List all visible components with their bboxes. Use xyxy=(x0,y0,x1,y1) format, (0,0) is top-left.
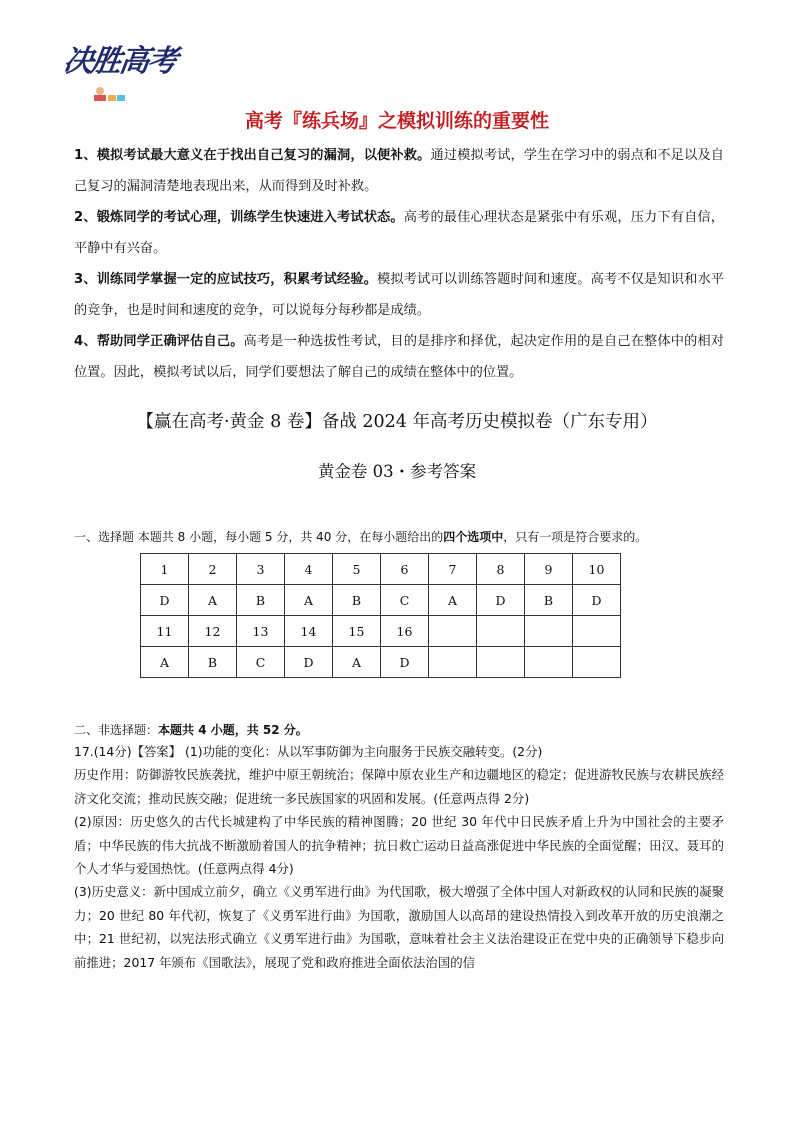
table-cell: 13 xyxy=(237,616,285,647)
table-cell: D xyxy=(477,585,525,616)
section-1-text-a: 本题共 8 小题，每小题 5 分，共 40 分，在每小题给出的 xyxy=(134,530,444,544)
table-cell: B xyxy=(237,585,285,616)
table-cell xyxy=(477,647,525,678)
table-cell: 12 xyxy=(189,616,237,647)
section-2-heading xyxy=(74,721,308,738)
section-2-text: 本题共 4 小题，共 52 分。 xyxy=(158,723,308,737)
table-cell: 11 xyxy=(141,616,189,647)
promo-item-3 xyxy=(74,264,724,326)
table-cell: 7 xyxy=(429,554,477,585)
table-cell: D xyxy=(285,647,333,678)
table-cell: A xyxy=(285,585,333,616)
promo-section xyxy=(74,140,724,388)
promo-item-2-bold: 2、锻炼同学的考试心理，训练学生快速进入考试状态。 xyxy=(74,210,404,225)
table-cell: 6 xyxy=(381,554,429,585)
table-cell: 10 xyxy=(573,554,621,585)
table-cell: 5 xyxy=(333,554,381,585)
table-cell: B xyxy=(189,647,237,678)
table-cell: 8 xyxy=(477,554,525,585)
table-cell: 15 xyxy=(333,616,381,647)
table-cell: A xyxy=(429,585,477,616)
table-cell xyxy=(525,647,573,678)
table-cell: D xyxy=(381,647,429,678)
promo-item-2-text: 高考的最佳心理状态是紧张中有乐观，压力下有自信，平静中有兴奋。 xyxy=(74,210,724,256)
answer-17-para-3: (2)原因：历史悠久的古代长城建构了中华民族的精神图腾；20 世纪 30 年代中日民族矛盾上升为中国社会的主要矛盾；中华民族的伟大抗战不断激励着国人的抗争精神；抗日救亡运动日益高涨促进中华民族的全面觉醒；田汉、聂耳的个人才华与爱国热忱。(任意两点得 4分) xyxy=(74,814,724,877)
logo xyxy=(61,34,184,106)
promo-item-4-bold: 4、帮助同学正确评估自己。 xyxy=(74,334,244,349)
answer-table xyxy=(140,553,621,678)
section-1-text-bold: 四个选项中 xyxy=(443,530,504,544)
table-cell xyxy=(525,616,573,647)
table-cell: B xyxy=(525,585,573,616)
table-cell: A xyxy=(141,647,189,678)
promo-item-2 xyxy=(74,202,724,264)
answer-17-para-2: 历史作用：防御游牧民族袭扰，维护中原王朝统治；保障中原农业生产和边疆地区的稳定；促进游牧民族与农耕民族经济文化交流；推动民族交融；促进统一多民族国家的巩固和发展。(任意两点得 2分) xyxy=(74,767,724,806)
promo-title: 高考『练兵场』之模拟训练的重要性 xyxy=(244,110,549,132)
answer-17-para-4: (3)历史意义：新中国成立前夕，确立《义勇军进行曲》为代国歌，极大增强了全体中国人对新政权的认同和民族的凝聚力；20 世纪 80 年代初，恢复了《义勇军进行曲》为国歌，激励国人以高昂的建设热情投入到改革开放的历史浪潮之中；21 世纪初，以宪法形式确立《义勇军进行曲》为国歌，意味着社会主义法治建设正在党中央的正确领导下稳步向前推进；2017 年颁布《国歌法》，展现了党和政府推进全面依法治国的信 xyxy=(74,884,724,970)
table-cell xyxy=(429,647,477,678)
table-cell: A xyxy=(189,585,237,616)
exam-title: 【赢在高考·黄金 8 卷】备战 2024 年高考历史模拟卷（广东专用） xyxy=(136,412,658,432)
table-cell: A xyxy=(333,647,381,678)
promo-item-1-bold: 1、模拟考试最大意义在于找出自己复习的漏洞，以便补救。 xyxy=(74,148,431,163)
logo-figure-icon xyxy=(90,86,130,102)
promo-item-3-text: 模拟考试可以训练答题时间和速度。高考不仅是知识和水平的竞争，也是时间和速度的竞争，可以说每分每秒都是成绩。 xyxy=(74,272,724,318)
table-cell: 2 xyxy=(189,554,237,585)
promo-item-3-bold: 3、训练同学掌握一定的应试技巧，积累考试经验。 xyxy=(74,272,378,287)
table-cell: 14 xyxy=(285,616,333,647)
answer-17 xyxy=(74,740,724,974)
table-row xyxy=(141,616,621,647)
logo-text: 决胜高考 xyxy=(61,44,178,79)
table-cell: C xyxy=(381,585,429,616)
section-2-label: 二、非选择题： xyxy=(74,723,159,737)
promo-item-4-text: 高考是一种选拔性考试，目的是排序和择优，起决定作用的是自己在整体中的相对位置。因此，模拟考试以后，同学们要想法了解自己的成绩在整体中的位置。 xyxy=(74,334,724,380)
table-row xyxy=(141,647,621,678)
section-1-heading xyxy=(74,528,647,545)
table-cell: 4 xyxy=(285,554,333,585)
promo-item-1 xyxy=(74,140,724,202)
table-cell xyxy=(429,616,477,647)
exam-subtitle: 黄金卷 03・参考答案 xyxy=(317,462,477,481)
promo-item-4 xyxy=(74,326,724,388)
table-cell: C xyxy=(237,647,285,678)
table-cell: 3 xyxy=(237,554,285,585)
answer-17-para-1: 17.(14分)【答案】 (1)功能的变化：从以军事防御为主向服务于民族交融转变。(2分) xyxy=(74,744,543,759)
table-cell: 9 xyxy=(525,554,573,585)
promo-item-1-text: 通过模拟考试，学生在学习中的弱点和不足以及自己复习的漏洞清楚地表现出来，从而得到及时补救。 xyxy=(74,148,724,194)
table-cell: D xyxy=(573,585,621,616)
section-1-label: 一、选择题 xyxy=(74,530,135,544)
table-cell: B xyxy=(333,585,381,616)
table-cell: 1 xyxy=(141,554,189,585)
table-cell xyxy=(573,647,621,678)
section-1-text-b: ，只有一项是符合要求的。 xyxy=(503,530,648,544)
table-cell: 16 xyxy=(381,616,429,647)
table-row xyxy=(141,554,621,585)
table-cell xyxy=(573,616,621,647)
table-row xyxy=(141,585,621,616)
table-cell xyxy=(477,616,525,647)
table-cell: D xyxy=(141,585,189,616)
